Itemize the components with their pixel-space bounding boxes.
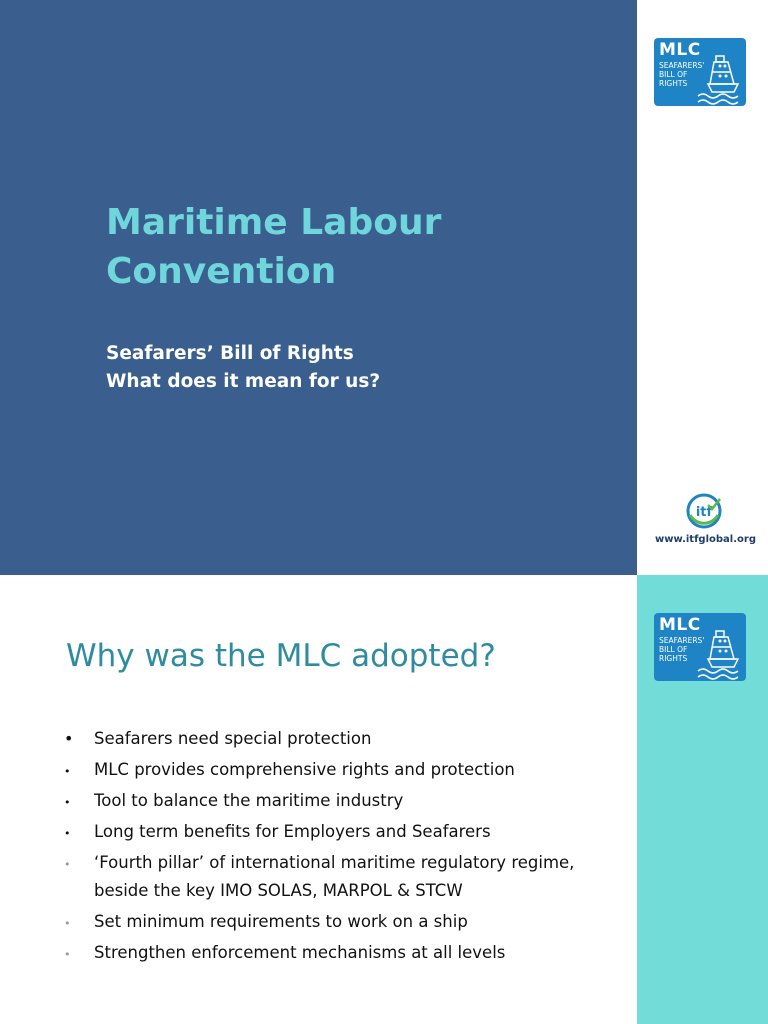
bullet-icon: • [64,765,71,778]
bullet-list [64,725,624,970]
bullet-icon: • [64,729,74,748]
list-item-text: Long term benefits for Employers and Seafarers [94,822,491,841]
list-item-text: Set minimum requirements to work on a ship [94,912,468,931]
content-slide [0,575,768,1024]
slide-subtitle-line-2: What does it mean for us? [106,371,381,392]
mlc-logo-subtext-line-1: SEAFARERS' [659,61,705,70]
slide-title-line-1: Maritime Labour [106,202,442,243]
ship-icon [694,621,746,681]
list-item [64,849,624,905]
mlc-logo-subtext-line-3: RIGHTS [659,654,688,663]
mlc-logo-subtext-line-2: BILL OF [659,70,688,79]
slide-title [106,198,606,296]
bullet-icon: • [64,858,71,871]
list-item-text: Tool to balance the maritime industry [94,791,404,810]
svg-text:itf: itf [695,505,713,520]
list-item-text: MLC provides comprehensive rights and protection [94,760,515,779]
mlc-logo-subtext-line-1: SEAFARERS' [659,636,705,645]
title-slide-main-panel [0,0,637,575]
list-item [64,939,624,967]
mlc-logo [654,38,746,106]
bullet-icon: • [64,796,71,809]
itf-url: www.itfglobal.org [655,534,756,545]
list-item [64,818,624,846]
bullet-icon: • [64,827,71,840]
mlc-logo-subtext-line-3: RIGHTS [659,79,688,88]
list-item [64,725,624,753]
slide-subtitle [106,340,606,396]
mlc-logo-text: MLC [659,40,701,60]
itf-logo-icon [686,493,722,529]
list-item-text: Seafarers need special protection [94,729,372,748]
list-item-text: Strengthen enforcement mechanisms at all levels [94,943,506,962]
list-item [64,787,624,815]
slide-heading: Why was the MLC adopted? [66,638,496,674]
list-item [64,756,624,784]
ship-icon [694,46,746,106]
bullet-icon: • [64,948,71,961]
bullet-icon: • [64,917,71,930]
list-item-text: ‘Fourth pillar’ of international maritime regulatory regime, beside the key IMO SOLAS, MARPOL & STCW [94,853,575,900]
mlc-logo-subtext-line-2: BILL OF [659,645,688,654]
mlc-logo-text: MLC [659,615,701,635]
mlc-logo [654,613,746,681]
list-item [64,908,624,936]
slide-subtitle-line-1: Seafarers’ Bill of Rights [106,343,354,364]
slide-title-line-2: Convention [106,251,337,292]
